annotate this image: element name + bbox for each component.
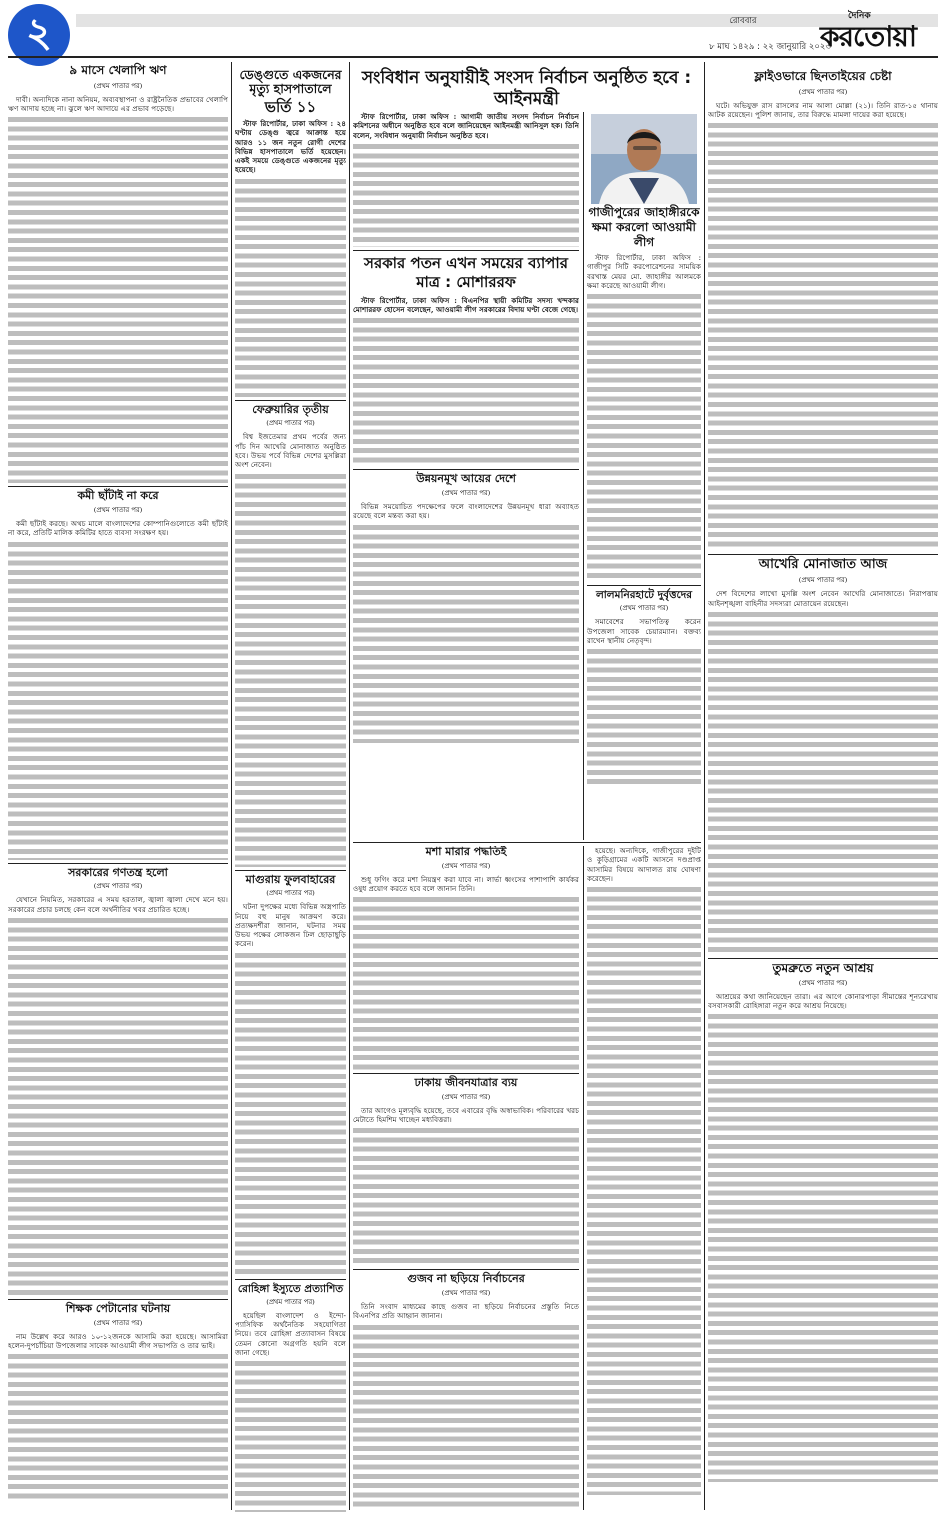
article-filler: [353, 1126, 579, 1266]
column-lower-middle: [353, 846, 579, 1510]
article-text: স্টাফ রিপোর্টার, ঢাকা অফিস : আগামী জাতীয় সংসদ নির্বাচন নির্বাচন কমিশনের অধীনে অনুষ্ঠিত হবে বলে জানিয়েছেন আইনমন্ত্রী আনিসুল হক। তিনি বলেন, সংবিধান অনুযায়ী নির্বাচন অনুষ্ঠিত হবে।: [353, 112, 579, 140]
article-development: [353, 502, 579, 743]
article-text: তার আগেও মূল্যবৃদ্ধি হয়েছে, তবে এবারের বৃদ্ধি অস্বাভাবিক। পরিবারের খরচ মেটাতে হিমশিম খাচ্ছেন মধ্যবিত্তরা।: [353, 1105, 579, 1125]
article-default-loan: [8, 95, 228, 484]
article-text: কমী ছাঁটাই করছে। অথচ মালে বাংলাদেশের কোম্পানিগুলোতে কমী ছাঁটাই না করে, প্রতিটি মালিক কমিটির হাতে ব্যবসা সংরক্ষণ হয়।: [8, 519, 228, 538]
section-rule: [353, 250, 579, 251]
headline-teacher: শিক্ষক পেটানোর ঘটনায়: [65, 1301, 171, 1315]
logo-small-text: দৈনিক: [848, 11, 871, 21]
continuation-label: (প্রথম পাতার পর): [93, 506, 143, 515]
column-rule: [349, 62, 350, 1510]
section-rule: [708, 958, 938, 959]
column-rule: [704, 62, 705, 1510]
column-rule: [231, 62, 232, 1510]
article-text: স্টাফ রিপোর্টার, ঢাকা অফিস : গাজীপুর সিটি করপোরেশনের সাময়িক বরখাস্ত মেয়র মো. জাহাঙ্গীর আলমকে ক্ষমা করেছে আওয়ামী লীগ।: [587, 253, 701, 290]
article-rumor: [353, 1302, 579, 1510]
column-right: [708, 62, 938, 1512]
column-gazipur: [587, 112, 701, 840]
headline-dhaka-cost: ঢাকায় জীবনযাত্রার ব্যয়: [414, 1076, 518, 1090]
article-magura: [235, 902, 346, 1275]
headline-elections: সংবিধান অনুযায়ীই সংসদ নির্বাচন অনুষ্ঠিত হবে : আইনমন্ত্রী: [361, 68, 692, 109]
continuation-label: (প্রথম পাতার পর): [266, 419, 315, 428]
section-rule: [353, 1269, 579, 1270]
article-cold: [8, 895, 228, 1296]
article-text: তিনি সংবাদ মাধ্যমের কাছে গুজব না ছড়িয়ে নির্বাচনের প্রস্তুতি নিতে বিএনপির প্রতি আহ্বান জানান।: [353, 1302, 579, 1321]
article-filler: [708, 121, 938, 551]
article-text: যেখানে নিয়মিত, সরকারের এ সময় হরতাল, জ্বালা জ্বালা দেখে মনে হয়। সরকারের প্রচার চলছে কেন বলে অর্থনীতির খবর প্রচারিত হচ্ছে।: [8, 895, 228, 914]
article-filler: [353, 523, 579, 743]
headline-lalmonirhat: লালমনিরহাটে দুর্বৃত্তদের: [595, 589, 693, 602]
article-filler: [8, 1352, 228, 1502]
article-filler: [8, 540, 228, 860]
article-filler: [235, 177, 346, 397]
page-number-badge: ২: [8, 4, 70, 66]
article-text: দাবী। অন্যদিকে নানা অনিয়ম, অব্যবস্থাপনা ও রাষ্ট্রনৈতিক প্রভাবের খেলাপি ঋণ আদায় হচ্ছে না। ঝুলে ঋণ আদায়ে এর প্রভাব পড়েছে।: [8, 94, 228, 114]
section-rule: [353, 469, 579, 470]
headline-govt-fall: সরকার পতন এখন সময়ের ব্যাপার মাত্র : মোশাররফ: [364, 253, 568, 291]
column-rule: [583, 112, 584, 840]
article-text: বিশ্ব ইজতেমার প্রথম পর্বের জন্য পাঁচ দিন আখেরি মোনাজাত অনুষ্ঠিত হবে। উভয় পর্বে বিভিন্ন দেশের মুসল্লিরা অংশ নেবেন।: [235, 432, 346, 470]
article-dhaka-cost: [353, 1106, 579, 1267]
headline-magura: মাগুরায় ফুলবাহারের: [245, 872, 336, 886]
article-lalmonirhat: [587, 617, 701, 787]
continuation-label: (প্রথম পাতার পর): [619, 604, 669, 613]
continuation-label: (প্রথম পাতার পর): [798, 87, 848, 96]
article-filler: [8, 916, 228, 1296]
column-middle: [353, 112, 579, 840]
headline-snatching: ফ্লাইওভারে ছিনতাইয়ের চেষ্টা: [754, 69, 892, 83]
section-rule: [235, 870, 346, 871]
article-govt-fall: [353, 296, 579, 467]
article-filler: [587, 292, 701, 582]
article-filler: [235, 951, 346, 1276]
article-text: স্টাফ রিপোর্টার, ঢাকা অফিস : ২৪ ঘণ্টায় ডেঙ্গু জ্বরে আক্রান্ত হয়ে আরও ১১ জন নতুন রোগী দেশের বিভিন্ন হাসপাতালে ভর্তি হয়েছেন। একই সময়ে ডেঙ্গুতে একজনের মৃত্যু হয়েছে।: [235, 119, 346, 175]
article-text: হয়েছিল বাংলাদেশ ও ইন্দো-প্যাসিফিক অর্থনৈতিক সহযোগিতা নিয়ে। তবে রোহিঙ্গা প্রত্যাবাসন বিষয়ে তেমন কোনো অগ্রগতি হয়নি বলে জানা গেছে।: [235, 1310, 346, 1357]
section-rule: [235, 400, 346, 401]
continuation-label: (প্রথম পাতার পর): [441, 1289, 491, 1298]
headline-rumor: গুজব না ছড়িয়ে নির্বাচনের: [407, 1272, 525, 1286]
article-sentence: [587, 846, 701, 1495]
article-filler: [8, 115, 228, 483]
day-label: রোববার: [729, 16, 757, 26]
column-lower-right-narrow: [587, 846, 701, 1510]
subhead-dengue: ভর্তি ১১: [264, 97, 317, 116]
article-filler: [353, 895, 579, 1070]
column-left: [8, 62, 228, 1512]
article-text: বিভিন্ন সময়োচিত পদক্ষেপের ফলে বাংলাদেশের উন্নয়নমূখ ধারা অব্যাহত রয়েছে বলে মন্তব্য করা হয়।: [353, 502, 579, 521]
article-text: ঘটে। অভিযুক্ত রাস রাসলের নাম আলা মোল্লা (২১)। তিনি রাত-১৫ থানায় আটক রয়েছেন। পুলিশ জানায়, তার বিরুদ্ধে মামলা দায়ের করা হয়েছে।: [708, 100, 938, 120]
article-filler: [353, 1323, 579, 1510]
continuation-label: (প্রথম পাতার পর): [266, 1297, 315, 1306]
headline-default-loan: ৯ মাসে খেলাপি ঋণ: [69, 63, 167, 77]
section-rule: [353, 842, 701, 843]
section-rule: [587, 585, 701, 586]
article-rohingya: [235, 1311, 346, 1512]
article-snatching: [708, 101, 938, 552]
header-rule: [8, 56, 938, 58]
continuation-label: (প্রথম পাতার পর): [441, 1092, 491, 1101]
article-mosquito: [353, 875, 579, 1071]
column-second: [235, 62, 346, 1512]
logo-big-text: করতোয়া: [820, 20, 916, 53]
article-filler: [353, 316, 579, 466]
headline-development: উন্নয়নমূখ আয়ের দেশে: [416, 472, 516, 486]
article-dengue: [235, 119, 346, 397]
portrait-image: [591, 114, 697, 204]
article-text: স্টাফ রিপোর্টার, ঢাকা অফিস : বিএনপির স্থায়ী কমিটির সদস্য খন্দকার মোশাররফ হোসেন বলেছেন, আওয়ামী লীগ সরকারের বিদায় ঘণ্টা বেজে গেছে।: [353, 295, 579, 315]
article-february: [235, 432, 346, 866]
article-text: আশ্রয়ের কথা জানিয়েছেন তারা। এর আগে কোনারপাড়া সীমান্তের শূন্যরেখায় বসবাসকারী রোহিঙ্গারা নতুন করে আশ্রয় নিয়েছে।: [708, 991, 938, 1011]
headline-munajat: আখেরি মোনাজাত আজ: [758, 557, 888, 573]
section-rule: [8, 863, 228, 864]
article-filler: [587, 885, 701, 1495]
continuation-label: (প্রথম পাতার পর): [93, 81, 143, 90]
lead-headline-block: [353, 62, 700, 110]
article-filler: [708, 610, 938, 955]
continuation-label: (প্রথম পাতার পর): [266, 889, 315, 898]
headline-cold: সরকারের গণতন্ত্র হলো: [68, 865, 168, 879]
article-text: নাম উল্লেখ করে আরও ১০-১২জনকে আসামি করা হয়েছে। আসামিরা হলেন-দুপচাঁচিয়া উপজেলার সাবেক আওয়ামী লীগ সভাপতি ও তার ভাই।: [8, 1331, 228, 1350]
portrait-photo: [591, 114, 697, 204]
headline-border: তুমব্রুতে নতুন আশ্রয়: [772, 960, 874, 975]
section-rule: [235, 1279, 346, 1280]
article-elections: [353, 112, 579, 247]
article-text: শুধু ফগিং করে মশা নিয়ন্ত্রণ করা যাবে না। লার্ভা ধ্বংসের পাশাপাশি কার্যকর ওষুধ প্রয়োগ করতে হবে বলে জানান তিনি।: [353, 874, 579, 893]
section-rule: [708, 554, 938, 555]
article-text: দেশ বিদেশের লাখো মুসল্লি অংশ নেবেন আখেরি মোনাজাতে। নিরাপত্তায় আইনশৃঙ্খলা বাহিনীর সদস্যরা মোতায়েন রয়েছেন।: [708, 589, 938, 608]
article-border: [708, 992, 938, 1483]
article-munajat: [708, 589, 938, 955]
column-rule: [583, 846, 584, 1510]
headline-gazipur: গাজীপুরের জাহাঙ্গীরকে ক্ষমা করলো আওয়ামী লীগ: [588, 205, 700, 249]
headline-mosquito: মশা মারার পদ্ধতিই: [425, 846, 507, 858]
continuation-label: (প্রথম পাতার পর): [441, 861, 491, 870]
article-teacher: [8, 1332, 228, 1503]
headline-dengue: ডেঙ্গুতে একজনের মৃত্যু হাসপাতালে: [239, 67, 342, 97]
continuation-label: (প্রথম পাতার পর): [798, 576, 848, 585]
continuation-label: (প্রথম পাতার পর): [93, 1318, 143, 1327]
article-filler: [587, 647, 701, 787]
article-text: হয়েছে। অন্যদিকে, গাজীপুরের দুইটি ও কুড়িগ্রামের একটি আসনে দণ্ডপ্রাপ্ত আসামির বিষয়ে আদালত রায় ঘোষণা করেছেন।: [587, 846, 701, 883]
article-filler: [353, 142, 579, 247]
section-rule: [8, 1299, 228, 1300]
article-filler: [235, 472, 346, 867]
section-rule: [353, 1073, 579, 1074]
headline-rohingya: রোহিঙ্গা ইস্যুতে প্রত্যাশিত: [237, 1282, 344, 1295]
article-filler: [235, 1359, 346, 1512]
continuation-label: (প্রথম পাতার পর): [93, 882, 143, 891]
headline-february: ফেব্রুয়ারির তৃতীয়: [252, 402, 329, 416]
dateline: ৮ মাঘ ১৪২৯ : ২২ জানুয়ারি ২০২৩: [709, 42, 831, 52]
continuation-label: (প্রথম পাতার পর): [441, 489, 491, 498]
section-rule: [8, 486, 228, 487]
article-text: সমাবেশের সভাপতিত্ব করেন উপজেলা সাবেক চেয়ারম্যান। বক্তব্য রাখেন স্থানীয় নেতৃবৃন্দ।: [587, 617, 701, 645]
article-rally: [8, 519, 228, 860]
article-text: ঘটনা দুপক্ষের মধ্যে বিভিন্ন অস্ত্রপাতি নিয়ে বহু মানুষ আক্রমণ করে। প্রত্যক্ষদর্শীরা জানান, ঘটনার সময় উভয় পক্ষের লোকজন ঢিল ছোড়াছুড়ি করেন।: [235, 902, 346, 949]
headline-rally: কমী ছাঁটাই না করে: [77, 489, 159, 503]
continuation-label: (প্রথম পাতার পর): [798, 978, 848, 987]
article-filler: [708, 1012, 938, 1482]
article-gazipur: [587, 253, 701, 582]
